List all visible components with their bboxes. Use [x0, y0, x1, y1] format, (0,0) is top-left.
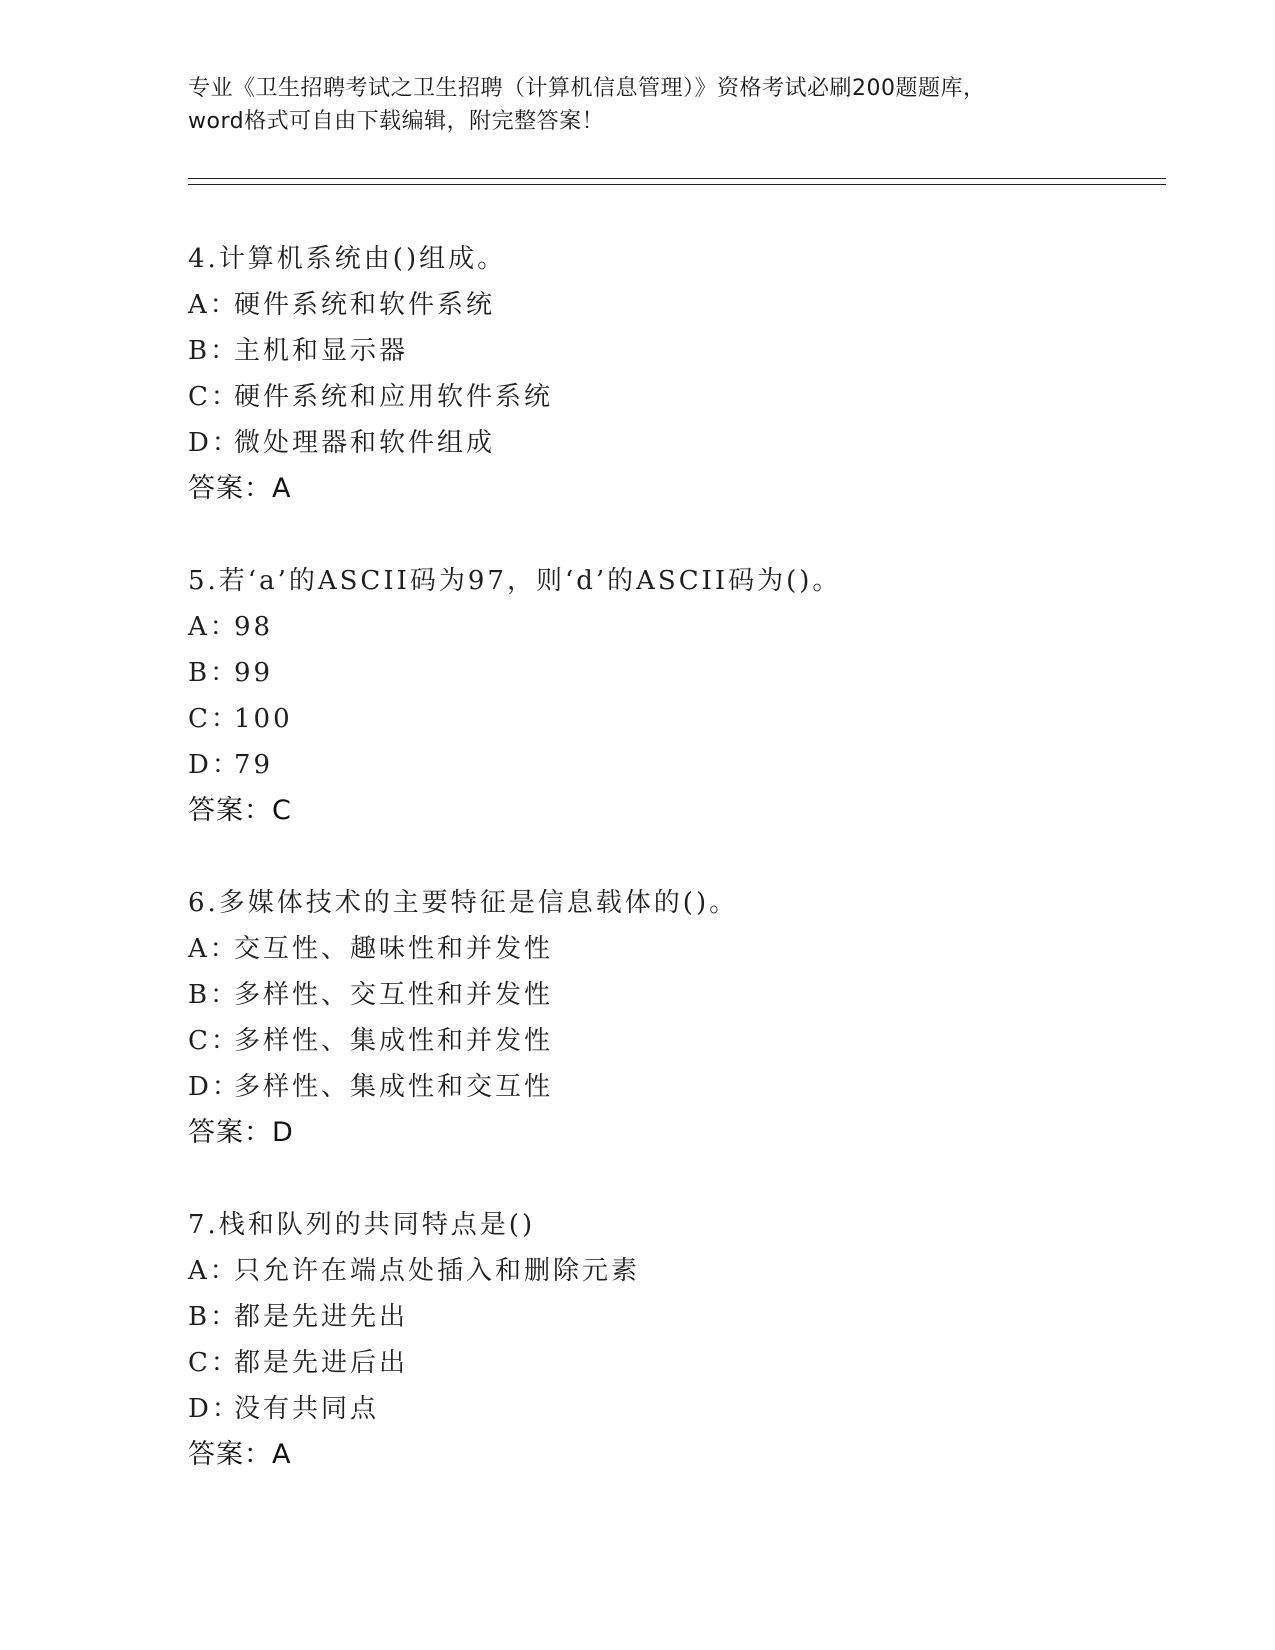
option-key: D：	[188, 1072, 241, 1102]
option-c	[188, 696, 841, 742]
option-text: 多样性、交互性和并发性	[234, 980, 554, 1010]
option-key: D：	[188, 1394, 241, 1424]
question-stem: 6.多媒体技术的主要特征是信息载体的()。	[188, 888, 739, 918]
answer-line: 答案：D	[188, 1117, 294, 1148]
option-text: 100	[234, 704, 293, 734]
option-key: A：	[188, 290, 239, 320]
option-c	[188, 1018, 738, 1064]
option-text: 98	[234, 612, 274, 642]
option-text: 主机和显示器	[234, 336, 409, 366]
option-d	[188, 742, 841, 788]
option-d	[188, 1064, 738, 1110]
option-text: 硬件系统和软件系统	[234, 290, 496, 320]
answer-line: 答案：A	[188, 473, 292, 504]
option-key: C：	[188, 1348, 240, 1378]
answer-line: 答案：A	[188, 1439, 292, 1470]
question-6	[188, 880, 738, 1156]
option-key: D：	[188, 428, 241, 458]
option-key: B：	[188, 1302, 240, 1332]
option-text: 都是先进后出	[234, 1348, 409, 1378]
header-divider-top	[188, 178, 1166, 179]
option-a	[188, 1248, 640, 1294]
option-key: B：	[188, 336, 240, 366]
option-text: 多样性、集成性和交互性	[234, 1072, 554, 1102]
question-5	[188, 558, 841, 834]
option-b	[188, 328, 553, 374]
option-c	[188, 1340, 640, 1386]
option-text: 交互性、趣味性和并发性	[234, 934, 554, 964]
option-text: 都是先进先出	[234, 1302, 409, 1332]
option-c	[188, 374, 553, 420]
header-line-2: word格式可自由下载编辑，附完整答案！	[188, 109, 605, 134]
question-stem: 7.栈和队列的共同特点是()	[188, 1210, 536, 1240]
option-key: D：	[188, 750, 241, 780]
option-key: B：	[188, 658, 240, 688]
option-text: 只允许在端点处插入和删除元素	[234, 1256, 641, 1286]
option-text: 79	[234, 750, 274, 780]
question-stem: 5.若‘a’的ASCII码为97，则‘d’的ASCII码为()。	[188, 566, 842, 596]
option-b	[188, 650, 841, 696]
option-text: 99	[234, 658, 274, 688]
option-key: C：	[188, 382, 240, 412]
question-7	[188, 1202, 640, 1478]
option-d	[188, 1386, 640, 1432]
option-b	[188, 972, 738, 1018]
answer-line: 答案：C	[188, 795, 292, 826]
option-key: B：	[188, 980, 240, 1010]
option-key: A：	[188, 934, 239, 964]
option-a	[188, 926, 738, 972]
question-4	[188, 236, 553, 512]
option-key: C：	[188, 1026, 240, 1056]
option-key: A：	[188, 1256, 239, 1286]
option-text: 没有共同点	[234, 1394, 380, 1424]
option-a	[188, 604, 841, 650]
option-d	[188, 420, 553, 466]
option-key: C：	[188, 704, 240, 734]
question-stem: 4.计算机系统由()组成。	[188, 244, 507, 274]
option-key: A：	[188, 612, 239, 642]
document-header	[188, 72, 1088, 138]
option-text: 多样性、集成性和并发性	[234, 1026, 554, 1056]
option-text: 硬件系统和应用软件系统	[234, 382, 554, 412]
header-line-1: 专业《卫生招聘考试之卫生招聘（计算机信息管理）》资格考试必刷200题题库，	[188, 76, 986, 101]
option-a	[188, 282, 553, 328]
header-divider-bottom	[188, 184, 1166, 185]
option-b	[188, 1294, 640, 1340]
option-text: 微处理器和软件组成	[234, 428, 496, 458]
